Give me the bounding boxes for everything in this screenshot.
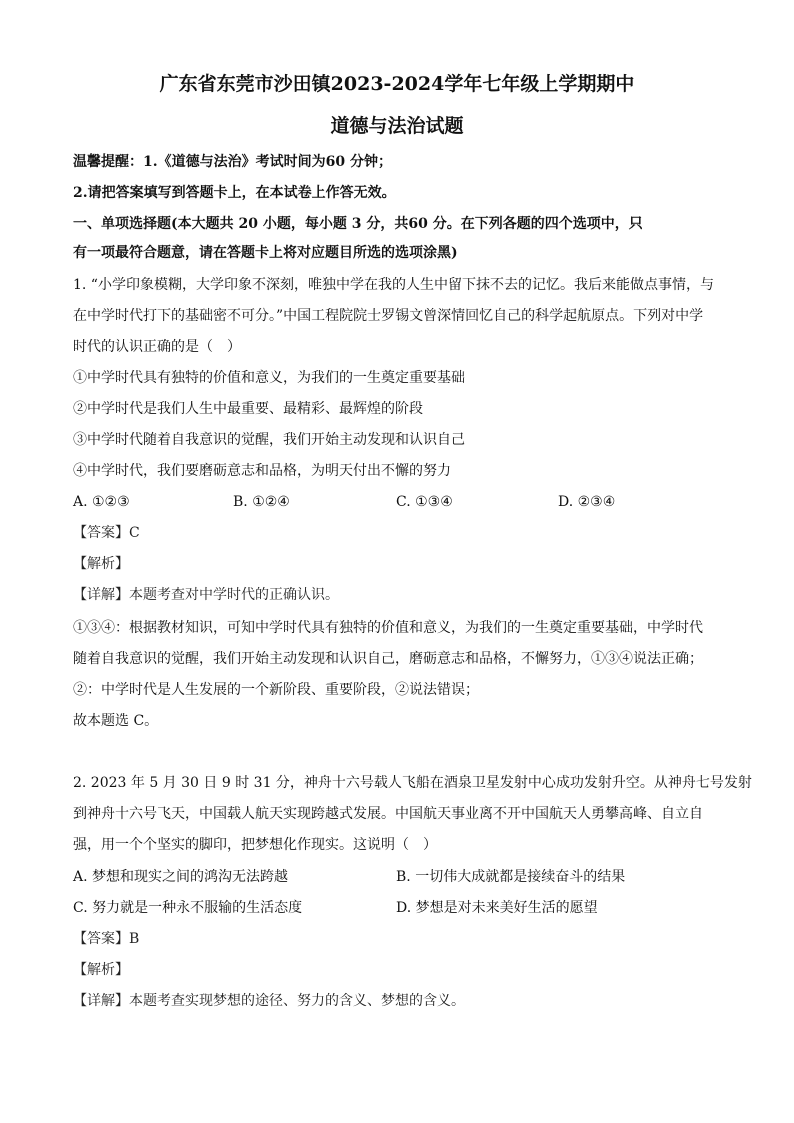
q2-option-a: A. 梦想和现实之间的鸿沟无法跨越 xyxy=(73,869,289,885)
q1-option-d: D. ②③④ xyxy=(558,494,616,510)
page-subtitle: 道德与法治试题 xyxy=(330,115,464,137)
q1-statement-2: ②中学时代是我们人生中最重要、最精彩、最辉煌的阶段 xyxy=(73,401,423,417)
q2-stem-line-2: 到神舟十六号飞天，中国载人航天实现跨越式发展。中国航天事业离不开中国航天人勇攀高峰、自立自 xyxy=(73,806,703,822)
q2-stem-line-1: 2. 2023 年 5 月 30 日 9 时 31 分，神舟十六号载人飞船在酒泉卫星发射中心成功发射升空。从神舟七号发射 xyxy=(73,775,752,791)
q1-option-b: B. ①②④ xyxy=(233,494,290,510)
q2-option-d: D. 梦想是对未来美好生活的愿望 xyxy=(396,900,598,916)
q1-stem-line-3: 时代的认识正确的是（ ） xyxy=(73,339,241,355)
q1-statement-1: ①中学时代具有独特的价值和意义，为我们的一生奠定重要基础 xyxy=(73,370,465,386)
q1-explain-line-4: 故本题选 C。 xyxy=(73,713,159,729)
notice-line-1: 温馨提醒：1.《道德与法治》考试时间为60 分钟； xyxy=(73,154,392,170)
q1-option-c: C. ①③④ xyxy=(396,494,453,510)
q1-statement-4: ④中学时代，我们要磨砺意志和品格，为明天付出不懈的努力 xyxy=(73,463,451,479)
section-heading-line-2: 有一项最符合题意，请在答题卡上将对应题目所选的选项涂黑) xyxy=(73,245,458,261)
q2-analysis-label: 【解析】 xyxy=(73,962,129,978)
q2-option-b: B. 一切伟大成就都是接续奋斗的结果 xyxy=(396,869,626,885)
q2-answer: 【答案】B xyxy=(73,931,140,947)
q2-option-c: C. 努力就是一种永不服输的生活态度 xyxy=(73,900,303,916)
q2-stem-line-3: 强，用一个个坚实的脚印，把梦想化作现实。这说明（ ） xyxy=(73,837,437,853)
section-heading-line-1: 一、单项选择题(本大题共 20 小题，每小题 3 分，共60 分。在下列各题的四个选项中，只 xyxy=(73,216,643,232)
q1-detail: 【详解】本题考查对中学时代的正确认识。 xyxy=(73,587,339,603)
q1-explain-line-2: 随着自我意识的觉醒，我们开始主动发现和认识自己，磨砺意志和品格，不懈努力，①③④说法正确； xyxy=(73,651,703,667)
page-title: 广东省东莞市沙田镇2023-2024学年七年级上学期期中 xyxy=(159,73,635,95)
q1-stem-line-1: 1. “小学印象模糊，大学印象不深刻，唯独中学在我的人生中留下抹不去的记忆。我后来能做点事情，与 xyxy=(73,277,714,293)
q1-statement-3: ③中学时代随着自我意识的觉醒，我们开始主动发现和认识自己 xyxy=(73,432,465,448)
notice-line-2: 2.请把答案填写到答题卡上，在本试卷上作答无效。 xyxy=(73,185,396,201)
q1-explain-line-1: ①③④：根据教材知识，可知中学时代具有独特的价值和意义，为我们的一生奠定重要基础，中学时代 xyxy=(73,620,703,636)
q2-detail: 【详解】本题考查实现梦想的途径、努力的含义、梦想的含义。 xyxy=(73,993,465,1009)
q1-stem-line-2: 在中学时代打下的基础密不可分。”中国工程院院士罗锡文曾深情回忆自己的科学起航原点。下列对中学 xyxy=(73,308,704,324)
q1-option-a: A. ①②③ xyxy=(73,494,130,510)
q1-answer: 【答案】C xyxy=(73,525,140,541)
q1-explain-line-3: ②：中学时代是人生发展的一个新阶段、重要阶段，②说法错误； xyxy=(73,682,479,698)
q1-analysis-label: 【解析】 xyxy=(73,556,129,572)
